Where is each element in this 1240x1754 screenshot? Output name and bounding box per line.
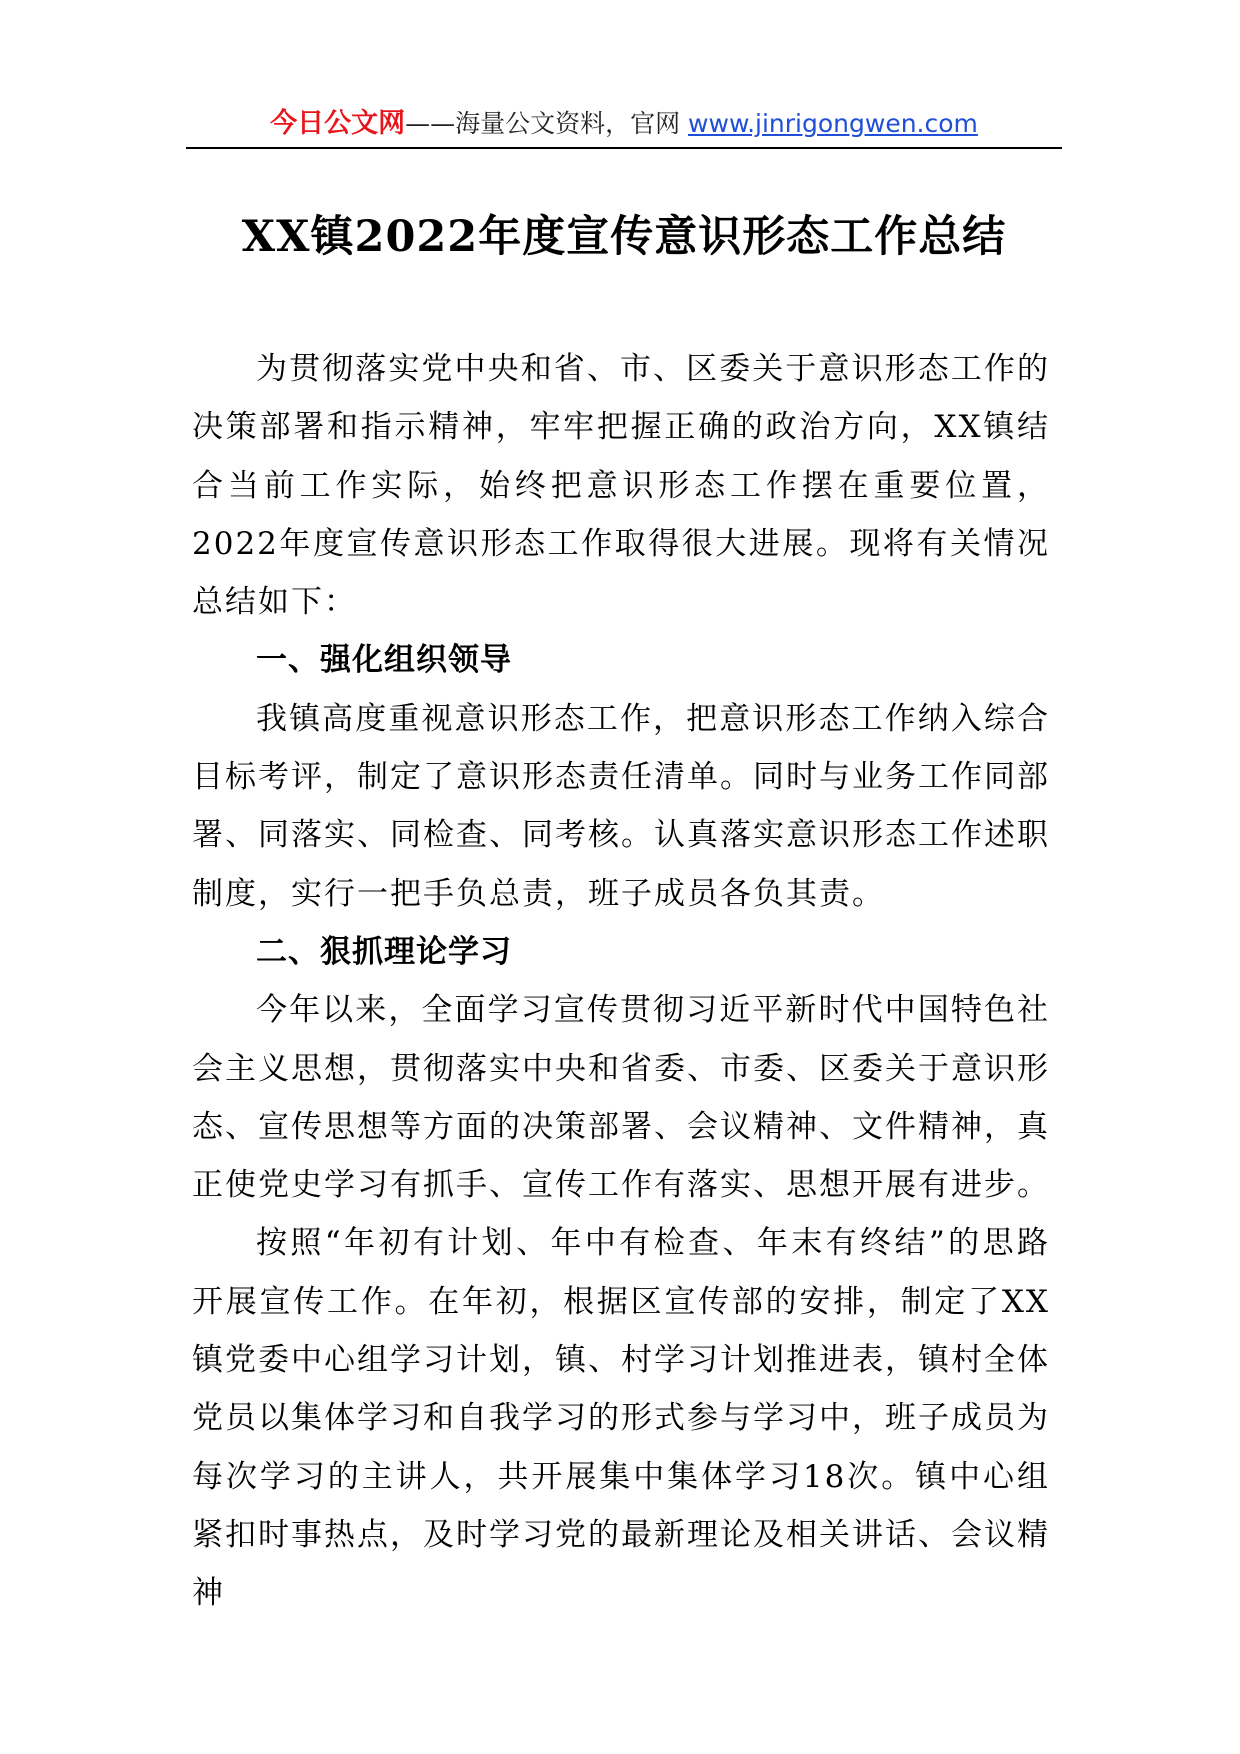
header-tagline: ——海量公文资料，官网 [405, 109, 689, 138]
section-heading: 二、狠抓理论学习 [256, 933, 512, 970]
header-divider [186, 147, 1062, 149]
body-paragraph: 按照“年初有计划、年中有检查、年末有终结”的思路开展宣传工作。在年初，根据区宣传部的安排，制定了XX镇党委中心组学习计划，镇、村学习计划推进表，镇村全体党员以集体学习和自我学习的形式参与学习中，班子成员为每次学习的主讲人，共开展集中集体学习18次。镇中心组紧扣时事热点，及时学习党的最新理论及相关讲话、会议精神 [192, 1225, 1050, 1612]
body-paragraph: 今年以来，全面学习宣传贯彻习近平新时代中国特色社会主义思想，贯彻落实中央和省委、市委、区委关于意识形态、宣传思想等方面的决策部署、会议精神、文件精神，真正使党史学习有抓手、宣传工作有落实、思想开展有进步。 [192, 992, 1050, 1204]
document-title: XX镇2022年度宣传意识形态工作总结 [241, 212, 1007, 262]
body-paragraph: 我镇高度重视意识形态工作，把意识形态工作纳入综合目标考评，制定了意识形态责任清单。同时与业务工作同部署、同落实、同检查、同考核。认真落实意识形态工作述职制度，实行一把手负总责，班子成员各负其责。 [192, 700, 1050, 912]
website-link[interactable]: www.jinrigongwen.com [688, 109, 978, 138]
section-heading: 一、强化组织领导 [256, 642, 512, 679]
page-header [186, 104, 1062, 144]
document-body [192, 340, 1050, 1623]
intro-paragraph: 为贯彻落实党中央和省、市、区委关于意识形态工作的决策部署和指示精神，牢牢把握正确的政治方向，XX镇结合当前工作实际，始终把意识形态工作摆在重要位置，2022年度宣传意识形态工作取得很大进展。现将有关情况总结如下： [192, 351, 1050, 621]
brand-name: 今日公文网 [270, 108, 406, 139]
